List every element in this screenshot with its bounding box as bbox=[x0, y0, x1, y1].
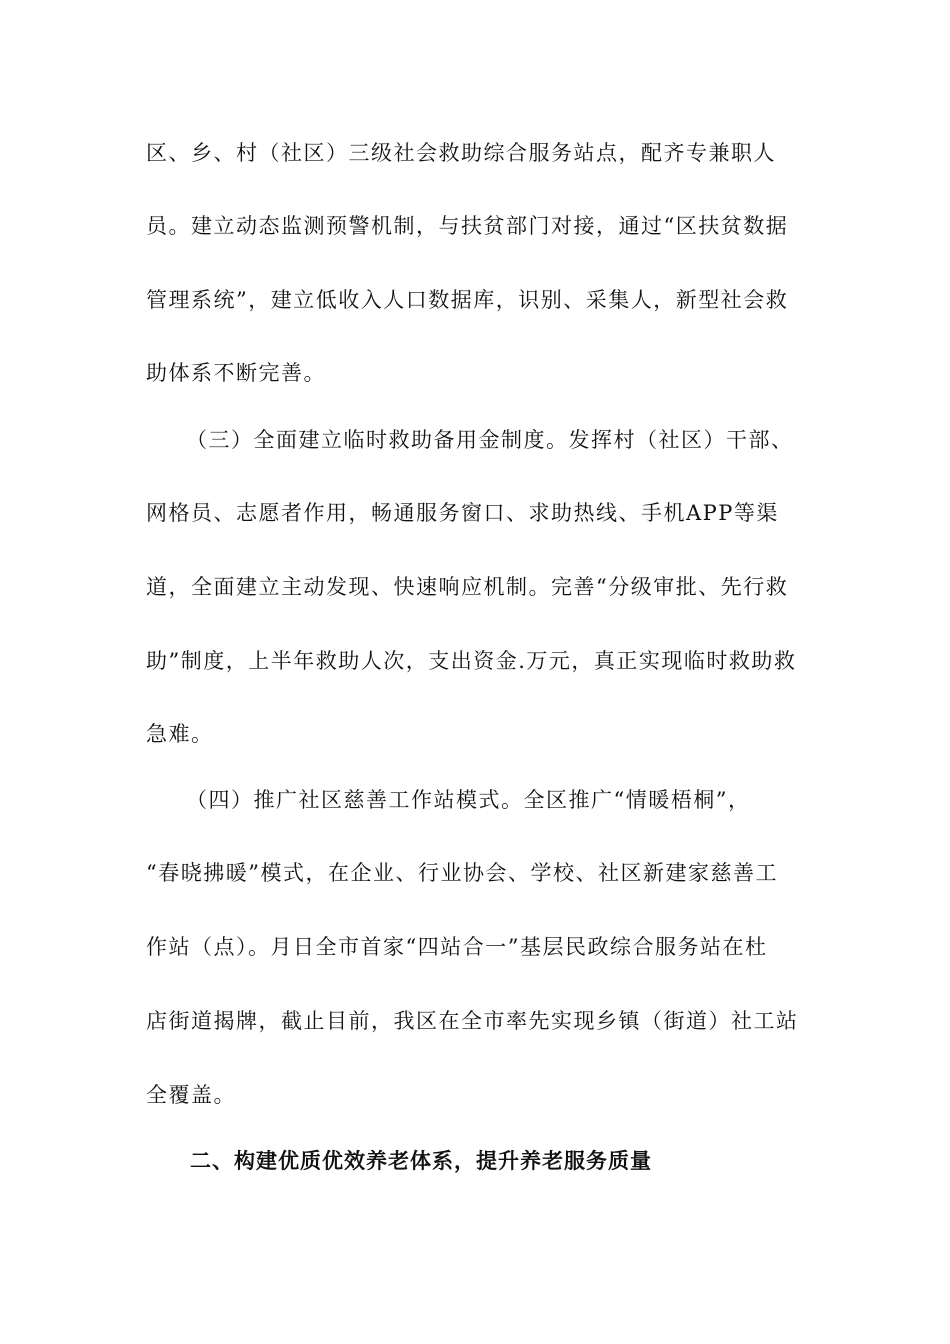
paragraph-line: （四）推广社区慈善工作站模式。全区推广“情暖梧桐”， bbox=[186, 788, 751, 812]
paragraph-line: 作站（点）。月日全市首家“四站合一”基层民政综合服务站在杜 bbox=[146, 935, 768, 959]
section-heading: 二、构建优质优效养老体系，提升养老服务质量 bbox=[190, 1148, 652, 1173]
paragraph-line: 网格员、志愿者作用，畅通服务窗口、求助热线、手机APP等渠 bbox=[146, 501, 779, 525]
paragraph-line: 区、乡、村（社区）三级社会救助综合服务站点，配齐专兼职人 bbox=[146, 141, 776, 165]
paragraph-line: 员。建立动态监测预警机制，与扶贫部门对接，通过“区扶贫数据 bbox=[146, 214, 789, 238]
paragraph-line: “春晓拂暖”模式，在企业、行业协会、学校、社区新建家慈善工 bbox=[146, 861, 778, 885]
paragraph-line: （三）全面建立临时救助备用金制度。发挥村（社区）干部、 bbox=[186, 428, 794, 452]
paragraph-line: 全覆盖。 bbox=[146, 1083, 236, 1107]
paragraph-line: 急难。 bbox=[146, 722, 214, 746]
paragraph-line: 助”制度，上半年救助人次，支出资金.万元，真正实现临时救助救 bbox=[146, 649, 797, 673]
paragraph-line: 管理系统”，建立低收入人口数据库，识别、采集人，新型社会救 bbox=[146, 288, 789, 312]
paragraph-line: 店街道揭牌，截止目前，我区在全市率先实现乡镇（街道）社工站 bbox=[146, 1009, 799, 1033]
paragraph-line: 道，全面建立主动发现、快速响应机制。完善“分级审批、先行救 bbox=[146, 575, 789, 599]
paragraph-line: 助体系不断完善。 bbox=[146, 361, 326, 385]
